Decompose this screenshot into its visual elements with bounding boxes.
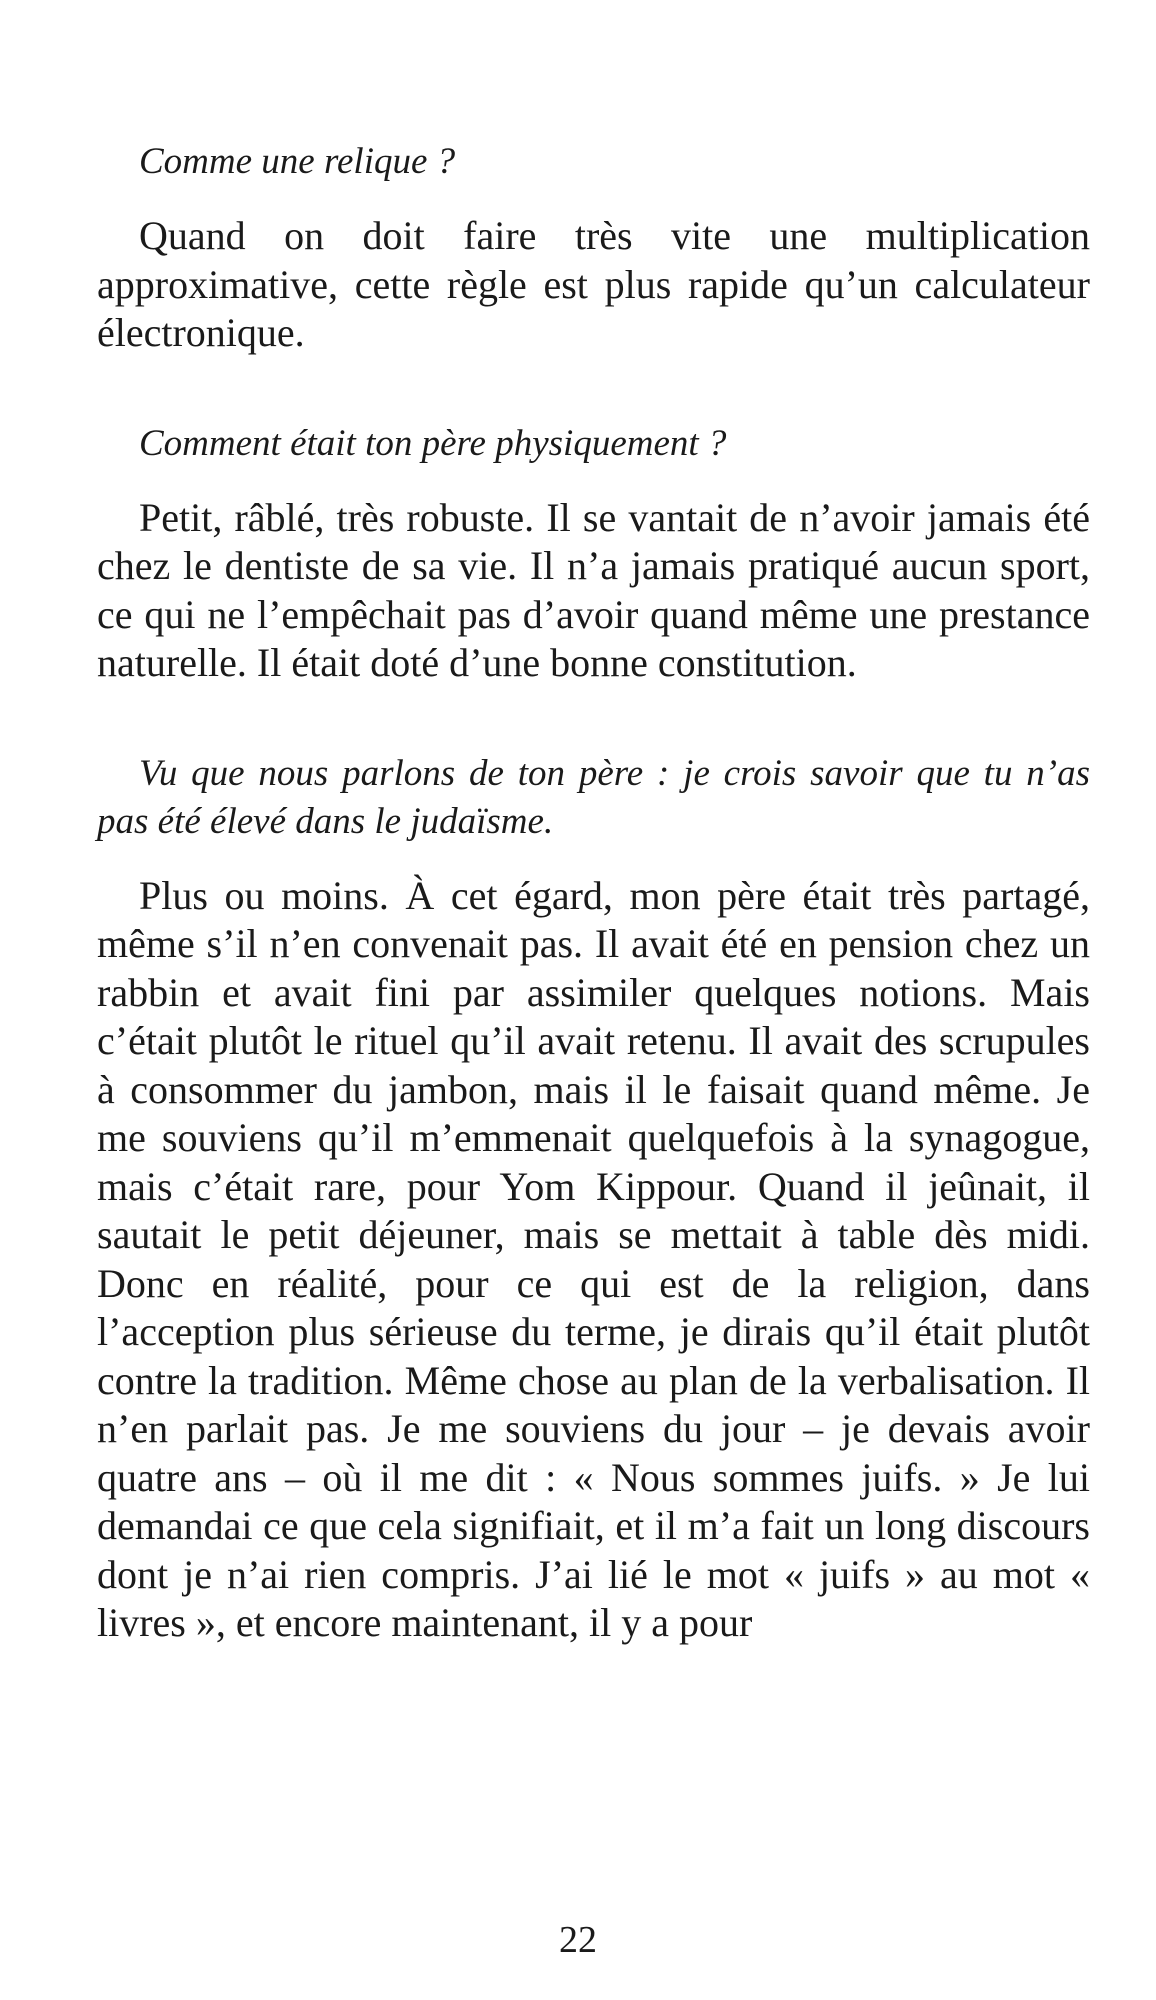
page-number: 22 — [559, 1919, 597, 1961]
answer-1: Quand on doit faire très vite une multiplication approximative, cette règle est plus rapide qu’un calculateur électronique. — [97, 213, 1090, 355]
answer-3: Plus ou moins. À cet égard, mon père était très partagé, même s’il n’en convenait pas. Il avait été en pension chez un rabbin et avait fini par assimiler quelques notions. Mais c’était plutôt le rituel qu’il avait retenu. Il avait des scrupules à consommer du jambon, mais il le faisait quand même. Je me souviens qu’il m’emmenait quelquefois à la synagogue, mais c’était rare, pour Yom Kippour. Quand il jeûnait, il sautait le petit déjeuner, mais se mettait à table dès midi. Donc en réalité, pour ce qui est de la religion, dans l’acception plus sérieuse du terme, je dirais qu’il était plutôt contre la tradition. Même chose au plan de la verbalisation. Il n’en parlait pas. Je me souviens du jour – je devais avoir quatre ans – où il me dit : « Nous sommes juifs. » Je lui demandai ce que cela signifiait, et il m’a fait un long discours dont je n’ai rien compris. J’ai lié le mot « juifs » au mot « livres », et encore maintenant, il y a pour — [97, 872, 1090, 1645]
text-column — [97, 138, 1090, 1648]
question-1: Comme une relique ? — [139, 141, 456, 182]
answer-2: Petit, râblé, très robuste. Il se vantait de n’avoir jamais été chez le dentiste de sa vie. Il n’a jamais pratiqué aucun sport, ce qui ne l’empêchait pas d’avoir quand même une prestance naturelle. Il était doté d’une bonne constitution. — [97, 494, 1090, 685]
question-3: Vu que nous parlons de ton père : je crois savoir que tu n’as pas été élevé dans le judaïsme. — [97, 752, 1090, 842]
question-2: Comment était ton père physiquement ? — [139, 422, 727, 464]
